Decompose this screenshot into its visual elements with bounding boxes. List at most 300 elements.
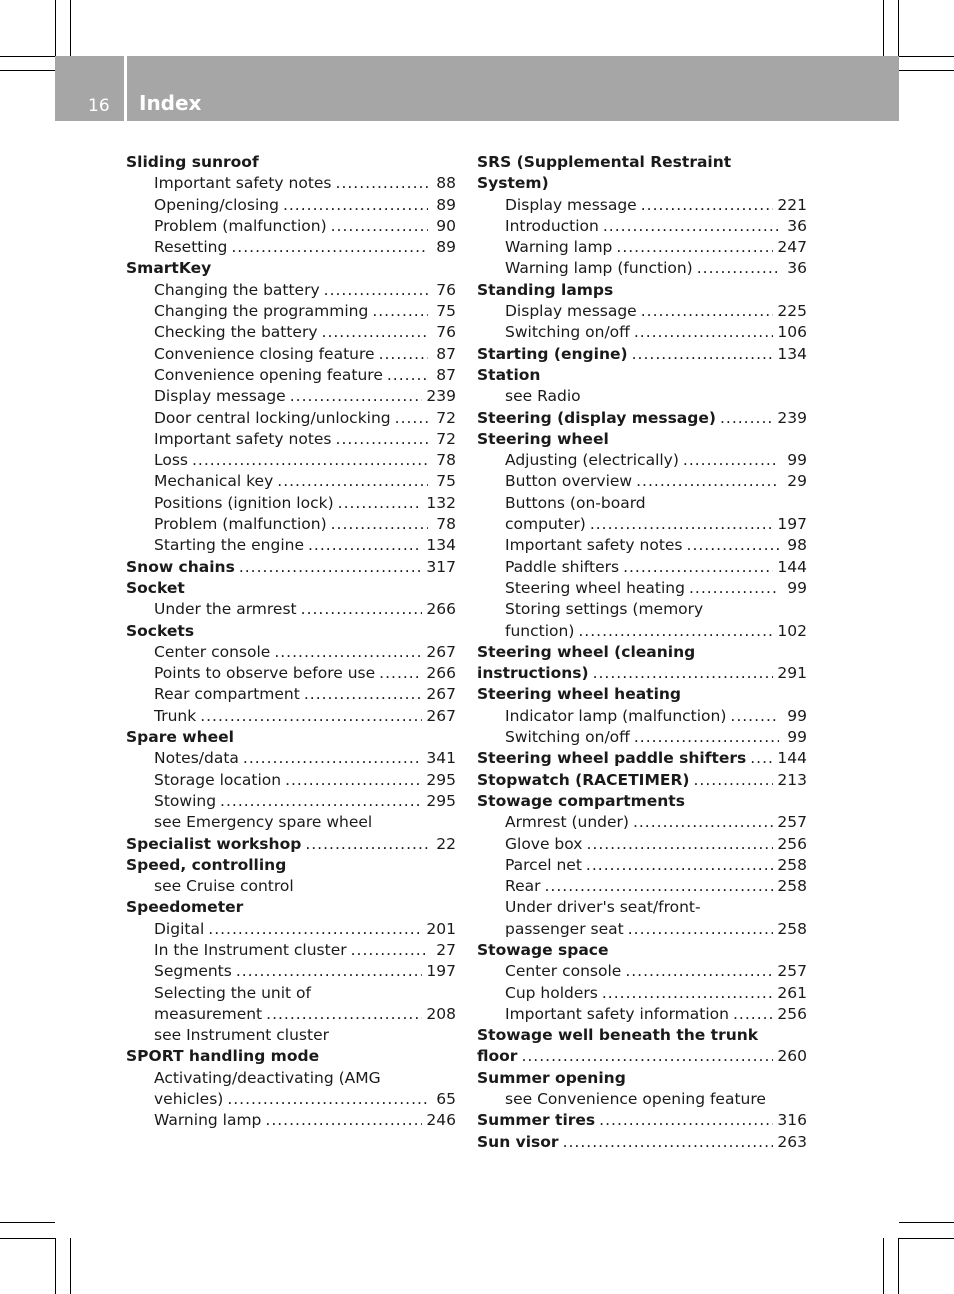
index-entry — [477, 173, 807, 194]
entry-label: Armrest (under) — [505, 813, 629, 832]
page-reference: 89 — [436, 195, 456, 214]
page-reference: 99 — [787, 728, 807, 747]
index-entry — [477, 748, 807, 769]
leader-dots — [750, 748, 773, 769]
page-reference: 106 — [777, 323, 807, 342]
leader-dots — [227, 1089, 428, 1110]
page-reference: 89 — [436, 238, 456, 257]
leader-dots — [586, 855, 773, 876]
page-reference: 144 — [777, 749, 807, 768]
entry-label: passenger seat — [505, 919, 624, 938]
page-reference: 75 — [436, 472, 456, 491]
entry-label: see Radio — [505, 387, 581, 406]
entry-label: Speed, controlling — [126, 855, 287, 874]
page-reference: 208 — [426, 1004, 456, 1023]
leader-dots — [563, 1132, 774, 1153]
page-reference: 102 — [777, 621, 807, 640]
entry-label: Display message — [505, 302, 637, 321]
page-reference: 78 — [436, 451, 456, 470]
index-subentry — [126, 514, 456, 535]
page-header — [55, 56, 899, 121]
leader-dots — [603, 216, 779, 237]
entry-label: Important safety notes — [154, 174, 332, 193]
page-reference: 257 — [777, 962, 807, 981]
entry-label: Center console — [154, 642, 271, 661]
leader-dots — [372, 301, 428, 322]
leader-dots — [387, 365, 428, 386]
entry-label: Trunk — [154, 706, 197, 725]
index-entry — [477, 344, 807, 365]
index-entry — [126, 621, 456, 642]
page-reference: 27 — [436, 940, 456, 959]
index-subentry — [477, 706, 807, 727]
leader-dots — [305, 834, 428, 855]
index-subentry — [477, 897, 807, 918]
entry-label: Steering wheel — [477, 429, 609, 448]
entry-label: Stopwatch (RACETIMER) — [477, 770, 690, 789]
entry-label: Warning lamp — [505, 238, 613, 257]
page-reference: 197 — [777, 515, 807, 534]
leader-dots — [641, 301, 774, 322]
index-subentry — [126, 983, 456, 1004]
index-subentry — [126, 1089, 456, 1110]
entry-label: Under the armrest — [154, 600, 297, 619]
page-number: 16 — [88, 96, 110, 116]
index-subentry — [126, 684, 456, 705]
index-entry — [477, 791, 807, 812]
entry-label: Mechanical key — [154, 472, 274, 491]
entry-label: Steering (display message) — [477, 408, 716, 427]
leader-dots — [687, 535, 779, 556]
index-subentry — [477, 812, 807, 833]
index-column-right — [477, 152, 807, 1153]
leader-dots — [641, 195, 774, 216]
entry-label: Problem (malfunction) — [154, 515, 327, 534]
entry-label: see Cruise control — [154, 877, 294, 896]
entry-label: Positions (ignition lock) — [154, 493, 334, 512]
entry-label: Spare wheel — [126, 728, 234, 747]
entry-label: Changing the programming — [154, 302, 369, 321]
page-reference: 36 — [787, 216, 807, 235]
leader-dots — [277, 471, 428, 492]
leader-dots — [265, 1110, 422, 1131]
index-subentry — [126, 216, 456, 237]
index-entry — [477, 408, 807, 429]
index-subentry — [477, 855, 807, 876]
entry-label: Convenience opening feature — [154, 365, 383, 384]
leader-dots — [285, 770, 422, 791]
page-reference: 267 — [426, 642, 456, 661]
entry-label: function) — [505, 621, 575, 640]
leader-dots — [336, 429, 428, 450]
index-entry — [126, 834, 456, 855]
page-reference: 78 — [436, 515, 456, 534]
leader-dots — [521, 1046, 773, 1067]
entry-label: Stowage compartments — [477, 791, 685, 810]
index-subentry — [477, 599, 807, 620]
index-subentry — [477, 450, 807, 471]
entry-label: Important safety information — [505, 1004, 729, 1023]
index-subentry — [126, 301, 456, 322]
index-entry — [126, 258, 456, 279]
leader-dots — [693, 770, 773, 791]
entry-label: Snow chains — [126, 557, 235, 576]
index-subentry — [126, 1110, 456, 1131]
entry-label: vehicles) — [154, 1090, 224, 1109]
entry-label: Glove box — [505, 834, 583, 853]
index-subentry — [126, 493, 456, 514]
entry-label: Starting the engine — [154, 536, 304, 555]
leader-dots — [599, 1110, 773, 1131]
index-entry — [126, 855, 456, 876]
page-reference: 239 — [426, 387, 456, 406]
index-subentry — [126, 940, 456, 961]
index-subentry — [126, 1004, 456, 1025]
entry-label: Loss — [154, 451, 188, 470]
entry-label: Rear compartment — [154, 685, 300, 704]
index-subentry — [126, 770, 456, 791]
entry-label: Steering wheel heating — [477, 685, 682, 704]
page-reference: 213 — [777, 770, 807, 789]
index-subentry — [477, 1004, 807, 1025]
index-entry — [477, 152, 807, 173]
page-reference: 144 — [777, 557, 807, 576]
page-reference: 291 — [777, 664, 807, 683]
page-reference: 317 — [426, 557, 456, 576]
leader-dots — [304, 684, 423, 705]
entry-label: SPORT handling mode — [126, 1047, 320, 1066]
index-subentry — [126, 663, 456, 684]
page-reference: 134 — [777, 344, 807, 363]
index-entry — [477, 684, 807, 705]
entry-label: Important safety notes — [505, 536, 683, 555]
entry-label: Warning lamp — [154, 1111, 262, 1130]
entry-label: Problem (malfunction) — [154, 216, 327, 235]
leader-dots — [625, 961, 773, 982]
index-subentry — [477, 983, 807, 1004]
entry-label: Center console — [505, 962, 622, 981]
index-subentry — [477, 919, 807, 940]
page-reference: 132 — [426, 493, 456, 512]
page-reference: 239 — [777, 408, 807, 427]
entry-label: Door central locking/unlocking — [154, 408, 391, 427]
leader-dots — [324, 280, 428, 301]
page-reference: 221 — [777, 195, 807, 214]
entry-label: Summer opening — [477, 1068, 626, 1087]
page-reference: 257 — [777, 813, 807, 832]
entry-label: Parcel net — [505, 855, 582, 874]
entry-label: computer) — [505, 515, 586, 534]
leader-dots — [338, 493, 423, 514]
index-subentry — [477, 557, 807, 578]
entry-label: Introduction — [505, 216, 599, 235]
leader-dots — [192, 450, 428, 471]
leader-dots — [623, 557, 773, 578]
entry-label: Changing the battery — [154, 280, 320, 299]
leader-dots — [239, 557, 423, 578]
index-entry — [477, 1068, 807, 1089]
entry-label: System) — [477, 174, 549, 193]
page-reference: 258 — [777, 855, 807, 874]
leader-dots — [220, 791, 422, 812]
index-subentry — [126, 195, 456, 216]
entry-label: Stowage space — [477, 940, 609, 959]
page-reference: 201 — [426, 919, 456, 938]
page-reference: 256 — [777, 834, 807, 853]
index-subentry — [126, 471, 456, 492]
entry-label: see Emergency spare wheel — [154, 813, 373, 832]
leader-dots — [689, 578, 779, 599]
entry-label: see Instrument cluster — [154, 1026, 329, 1045]
index-subentry — [477, 386, 807, 407]
page-reference: 99 — [787, 578, 807, 597]
index-entry — [477, 1110, 807, 1131]
page-reference: 263 — [777, 1132, 807, 1151]
page-reference: 22 — [436, 834, 456, 853]
leader-dots — [633, 812, 773, 833]
index-subentry — [477, 621, 807, 642]
index-entry — [477, 770, 807, 791]
leader-dots — [395, 408, 428, 429]
page-reference: 266 — [426, 664, 456, 683]
page-reference: 261 — [777, 983, 807, 1002]
leader-dots — [351, 940, 428, 961]
entry-label: Display message — [154, 387, 286, 406]
page-reference: 260 — [777, 1047, 807, 1066]
entry-label: SmartKey — [126, 259, 212, 278]
entry-label: Steering wheel heating — [505, 578, 685, 597]
entry-label: Display message — [505, 195, 637, 214]
page-reference: 72 — [436, 408, 456, 427]
page-reference: 341 — [426, 749, 456, 768]
index-subentry — [126, 535, 456, 556]
index-subentry — [126, 748, 456, 769]
entry-label: Selecting the unit of — [154, 983, 311, 1002]
index-subentry — [126, 429, 456, 450]
entry-label: Sun visor — [477, 1132, 559, 1151]
page-reference: 98 — [787, 536, 807, 555]
entry-label: Summer tires — [477, 1111, 596, 1130]
index-subentry — [477, 471, 807, 492]
page-reference: 76 — [436, 323, 456, 342]
leader-dots — [301, 599, 423, 620]
entry-label: Storage location — [154, 770, 282, 789]
index-subentry — [126, 408, 456, 429]
entry-label: Adjusting (electrically) — [505, 451, 679, 470]
index-subentry — [477, 322, 807, 343]
leader-dots — [720, 408, 773, 429]
page-reference: 76 — [436, 280, 456, 299]
entry-label: Digital — [154, 919, 205, 938]
leader-dots — [200, 706, 422, 727]
leader-dots — [634, 727, 779, 748]
leader-dots — [274, 642, 422, 663]
entry-label: Steering wheel paddle shifters — [477, 749, 747, 768]
page-reference: 36 — [787, 259, 807, 278]
index-subentry — [126, 344, 456, 365]
entry-label: Storing settings (memory — [505, 600, 704, 619]
leader-dots — [544, 876, 773, 897]
leader-dots — [290, 386, 423, 407]
leader-dots — [243, 748, 423, 769]
index-entry — [126, 578, 456, 599]
index-entry — [477, 663, 807, 684]
leader-dots — [730, 706, 779, 727]
page-reference: 246 — [426, 1111, 456, 1130]
entry-label: Cup holders — [505, 983, 598, 1002]
entry-label: Switching on/off — [505, 323, 630, 342]
index-entry — [477, 1025, 807, 1046]
leader-dots — [308, 535, 422, 556]
page-reference: 134 — [426, 536, 456, 555]
page-reference: 295 — [426, 770, 456, 789]
entry-label: Stowing — [154, 791, 217, 810]
entry-label: floor — [477, 1047, 518, 1066]
index-entry — [126, 1046, 456, 1067]
index-subentry — [477, 535, 807, 556]
page-reference: 87 — [436, 365, 456, 384]
index-subentry — [126, 237, 456, 258]
entry-label: measurement — [154, 1004, 263, 1023]
leader-dots — [636, 471, 779, 492]
index-entry — [126, 727, 456, 748]
leader-dots — [632, 344, 774, 365]
entry-label: Points to observe before use — [154, 664, 376, 683]
entry-label: Standing lamps — [477, 280, 614, 299]
index-entry — [477, 940, 807, 961]
entry-label: Under driver's seat/front- — [505, 898, 701, 917]
entry-label: In the Instrument cluster — [154, 940, 347, 959]
leader-dots — [733, 1004, 773, 1025]
page-reference: 90 — [436, 216, 456, 235]
index-entry — [477, 642, 807, 663]
page-reference: 295 — [426, 791, 456, 810]
header-divider — [124, 56, 127, 121]
leader-dots — [236, 961, 423, 982]
index-entry — [477, 429, 807, 450]
index-entry — [477, 365, 807, 386]
index-subentry — [126, 173, 456, 194]
leader-dots — [616, 237, 773, 258]
index-subentry — [477, 834, 807, 855]
page-reference: 316 — [777, 1111, 807, 1130]
page-reference: 225 — [777, 302, 807, 321]
leader-dots — [231, 237, 428, 258]
entry-label: Checking the battery — [154, 323, 318, 342]
index-subentry — [126, 1068, 456, 1089]
entry-label: Button overview — [505, 472, 633, 491]
leader-dots — [578, 621, 773, 642]
index-subentry — [126, 1025, 456, 1046]
page-title: Index — [139, 91, 202, 115]
index-subentry — [126, 812, 456, 833]
entry-label: Speedometer — [126, 898, 244, 917]
entry-label: Opening/closing — [154, 195, 279, 214]
index-subentry — [126, 450, 456, 471]
leader-dots — [336, 173, 428, 194]
page-reference: 99 — [787, 706, 807, 725]
index-column-left — [126, 152, 456, 1132]
leader-dots — [379, 344, 428, 365]
entry-label: Rear — [505, 877, 541, 896]
index-entry — [477, 1132, 807, 1153]
leader-dots — [683, 450, 779, 471]
index-subentry — [126, 386, 456, 407]
page-reference: 267 — [426, 706, 456, 725]
leader-dots — [628, 919, 774, 940]
index-subentry — [477, 961, 807, 982]
entry-label: Activating/deactivating (AMG — [154, 1068, 381, 1087]
index-subentry — [126, 280, 456, 301]
leader-dots — [266, 1004, 422, 1025]
entry-label: Sliding sunroof — [126, 153, 259, 171]
index-subentry — [477, 195, 807, 216]
index-subentry — [126, 961, 456, 982]
entry-label: see Convenience opening feature — [505, 1090, 766, 1109]
index-subentry — [477, 727, 807, 748]
page-reference: 197 — [426, 962, 456, 981]
index-subentry — [126, 322, 456, 343]
leader-dots — [634, 322, 774, 343]
entry-label: SRS (Supplemental Restraint — [477, 153, 732, 171]
leader-dots — [283, 195, 428, 216]
index-subentry — [477, 876, 807, 897]
index-subentry — [477, 237, 807, 258]
index-entry — [126, 152, 456, 173]
index-subentry — [126, 706, 456, 727]
index-subentry — [126, 791, 456, 812]
index-subentry — [126, 365, 456, 386]
index-entry — [477, 1046, 807, 1067]
page-reference: 258 — [777, 919, 807, 938]
page-reference: 75 — [436, 302, 456, 321]
page-reference: 65 — [436, 1090, 456, 1109]
entry-label: Switching on/off — [505, 728, 630, 747]
index-subentry — [126, 876, 456, 897]
leader-dots — [331, 514, 428, 535]
entry-label: Indicator lamp (malfunction) — [505, 706, 727, 725]
page-reference: 267 — [426, 685, 456, 704]
page-reference: 247 — [777, 238, 807, 257]
entry-label: Buttons (on-board — [505, 493, 646, 512]
entry-label: Warning lamp (function) — [505, 259, 693, 278]
leader-dots — [590, 514, 774, 535]
index-entry — [477, 280, 807, 301]
index-subentry — [477, 493, 807, 514]
index-subentry — [126, 642, 456, 663]
leader-dots — [593, 663, 774, 684]
entry-label: instructions) — [477, 664, 589, 683]
index-subentry — [477, 1089, 807, 1110]
entry-label: Important safety notes — [154, 429, 332, 448]
page-reference: 29 — [787, 472, 807, 491]
page-reference: 256 — [777, 1004, 807, 1023]
index-subentry — [477, 301, 807, 322]
leader-dots — [208, 919, 422, 940]
page-reference: 88 — [436, 174, 456, 193]
page-reference: 258 — [777, 877, 807, 896]
entry-label: Specialist workshop — [126, 834, 302, 853]
leader-dots — [379, 663, 422, 684]
page-reference: 266 — [426, 600, 456, 619]
index-subentry — [477, 578, 807, 599]
page-reference: 99 — [787, 451, 807, 470]
page-reference: 72 — [436, 429, 456, 448]
index-entry — [126, 897, 456, 918]
index-subentry — [477, 514, 807, 535]
leader-dots — [586, 834, 773, 855]
index-subentry — [126, 599, 456, 620]
